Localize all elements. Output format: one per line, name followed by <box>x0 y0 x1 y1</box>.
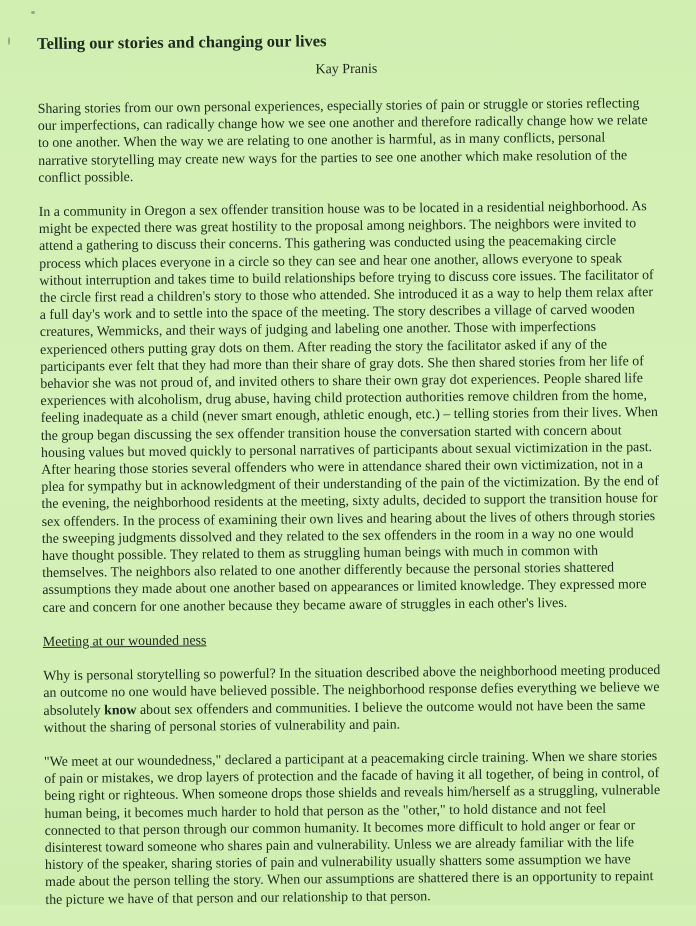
document-title: Telling our stories and changing our lives <box>37 31 327 53</box>
paragraph-why-storytelling <box>43 662 662 737</box>
document-author: Kay Pranis <box>315 61 378 78</box>
scan-speck <box>8 37 10 45</box>
paragraph-woundedness: "We meet at our woundedness," declared a participant at a peacemaking circle training. When we share stories of pain or mistakes, we drop layers of protection and the facade of having it all together, of being in control, of being right or righteous. When someone drops those shields and reveals him/herself as a struggling, vulnerable human being, it becomes much harder to hold that person as the "other," to hold distance and not feel connected to that person through our common humanity. It becomes more difficult to hold anger or fear or disinterest toward someone who shares pain and vulnerability. Unless we are already familiar with the life history of the speaker, sharing stories of pain and vulnerability usually shatters some assumption we have made about the person telling the story. When our assumptions are shattered there is an opportunity to repaint the picture we have of that person and our relationship to that person. <box>43 748 661 908</box>
section-heading: Meeting at our wounded ness <box>42 633 207 650</box>
emphasis-text: know <box>104 702 137 718</box>
paragraph-intro: Sharing stories from our own personal experiences, especially stories of pain or struggle or stories reflecting our imperfections, can radically change how we see one another and therefore radically change how we relate to one another. When the way we are relating to one another is harmful, as in many conflicts, personal narrative storytelling may create new ways for the parties to see one another which make resolution of the conflict possible. <box>37 96 648 186</box>
paragraph-oregon-story: In a community in Oregon a sex offender transition house was to be located in a residential neighborhood. As might be expected there was great hostility to the proposal among neighbors. The neighbors were invited to attend a gathering to discuss their concerns. This gathering was conducted using the peacemaking circle process which places everyone in a circle so they can see and hear one another, allows everyone to speak without interruption and takes time to build relationships before trying to discuss core issues. The facilitator of the circle first read a children's story to those who attended. She introduced it as a way to help them relax after a full day's work and to settle into the space of the meeting. The story describes a village of carved wooden creatures, Wemmicks, and their ways of judging and labeling one another. Those with imperfections experienced others putting gray dots on them. After reading the story the facilitator asked if any of the participants ever felt that they had more than their share of gray dots. She then shared stories from her life of behavior she was not proud of, and invited others to share their own gray dot experiences. People shared life experiences with alcoholism, drug abuse, having child protection authorities remove children from the home, feeling inadequate as a child (never smart enough, athletic enough, etc.) – telling stories from their lives. When the group began discussing the sex offender transition house the conversation started with concern about housing values but moved quickly to personal narratives of participants about sexual victimization in the past. After hearing those stories several offenders who were in attendance shared their own victimization, not in a plea for sympathy but in acknowledgment of their understanding of the pain of the victimization. By the end of the evening, the neighborhood residents at the meeting, sixty adults, decided to support the transition house for sex offenders. In the process of examining their own lives and hearing about the lives of others through stories the sweeping judgments dissolved and they related to the sex offenders in the room in a way no one would have thought possible. They related to them as struggling human beings with much in common with themselves. The neighbors also related to one another differently because the personal stories shattered assumptions they made about one another based on appearances or limited knowledge. They expressed more care and concern for one another because they became aware of struggles in each other's lives. <box>38 199 659 616</box>
paragraph-text: about sex offenders and communities. I believe the outcome would not have been the same without the sharing of personal stories of vulnerability and pain. <box>43 697 646 736</box>
scan-speck <box>31 11 35 14</box>
document-body <box>37 28 664 926</box>
paragraph-text: Why is personal storytelling so powerful? In the situation described above the neighborhood meeting produced an outcome no one would have believed possible. The neighborhood response defies everything we believe we absolutely <box>43 663 661 719</box>
